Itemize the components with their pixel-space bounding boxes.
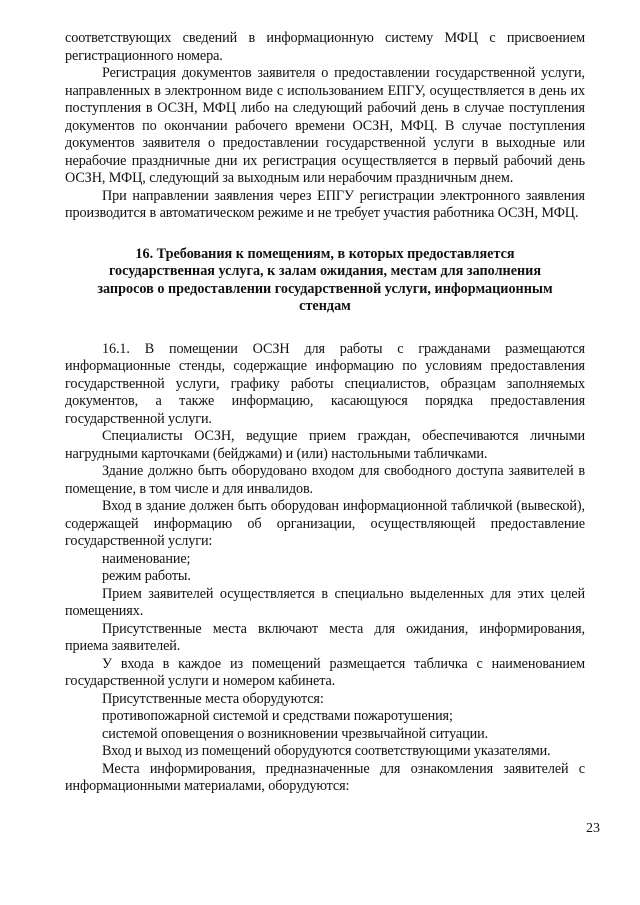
paragraph-reception-rooms: Прием заявителей осуществляется в специально выделенных для этих целей помещениях. [65, 585, 585, 619]
paragraph-registration-continued: соответствующих сведений в информационную систему МФЦ с присвоением регистрационного номера. [65, 30, 585, 64]
paragraph-exit-signs: Вход и выход из помещений оборудуются соответствующими указателями. [102, 743, 551, 759]
list-item-alert-system: системой оповещения о возникновении чрезвычайной ситуации. [102, 725, 489, 742]
paragraph-badges: Специалисты ОСЗН, ведущие прием граждан, обеспечиваются личными нагрудными карточками (бейджами) и (или) настольными табличками. [65, 428, 585, 462]
list-item-fire-system: противопожарной системой и средствами пожаротушения; [102, 708, 453, 724]
heading-line: стендам [299, 298, 351, 314]
paragraph-equipment-intro: Присутственные места оборудуются: [102, 690, 324, 707]
list-item-schedule: режим работы. [102, 568, 191, 584]
list-item-name: наименование; [102, 550, 191, 567]
paragraph-registration-electronic: Регистрация документов заявителя о предоставлении государственной услуги, направленных в электронном виде с использованием ЕПГУ, осуществляется в день их поступления в ОСЗН, МФЦ либо на следующий рабочий день в случае поступления документов по окончании рабочего времени ОСЗН, МФЦ. В случае поступления документов заявителя о предоставлении государственной услуги в выходные или нерабочие праздничные дни их регистрация осуществляется в первый рабочий день ОСЗН, МФЦ, следующий за выходным или нерабочим праздничным днем. [65, 65, 585, 186]
section-heading [65, 246, 585, 316]
paragraph-public-places: Присутственные места включают места для ожидания, информирования, приема заявителей. [65, 620, 585, 654]
paragraph-epgu-automatic: При направлении заявления через ЕПГУ регистрации электронного заявления производится в автоматическом режиме и не требует участия работника ОСЗН, МФЦ. [65, 187, 585, 221]
paragraph-info-places: Места информирования, предназначенные для ознакомления заявителей с информационными материалами, оборудуются: [65, 760, 585, 794]
heading-line: запросов о предоставлении государственной услуги, информационным [97, 280, 553, 297]
paragraph-room-sign: У входа в каждое из помещений размещается табличка с наименованием государственной услуги и номером кабинета. [65, 655, 585, 689]
paragraph-info-stands: 16.1. В помещении ОСЗН для работы с гражданами размещаются информационные стенды, содержащие информацию по условиям предоставления государственной услуги, графику работы специалистов, образцам заполняемых документов, а также информацию, касающуюся порядка предоставления государственной услуги. [65, 340, 585, 427]
paragraph-entrance-sign: Вход в здание должен быть оборудован информационной табличкой (вывеской), содержащей информацию об организации, осуществляющей предоставление государственной услуги: [65, 498, 585, 549]
heading-line: 16. Требования к помещениям, в которых предоставляется [135, 245, 515, 262]
heading-line: государственная услуга, к залам ожидания, местам для заполнения [108, 263, 542, 279]
document-page [65, 30, 585, 796]
page-number: 23 [586, 821, 600, 836]
paragraph-building-access: Здание должно быть оборудовано входом для свободного доступа заявителей в помещение, в том числе и для инвалидов. [65, 463, 585, 497]
